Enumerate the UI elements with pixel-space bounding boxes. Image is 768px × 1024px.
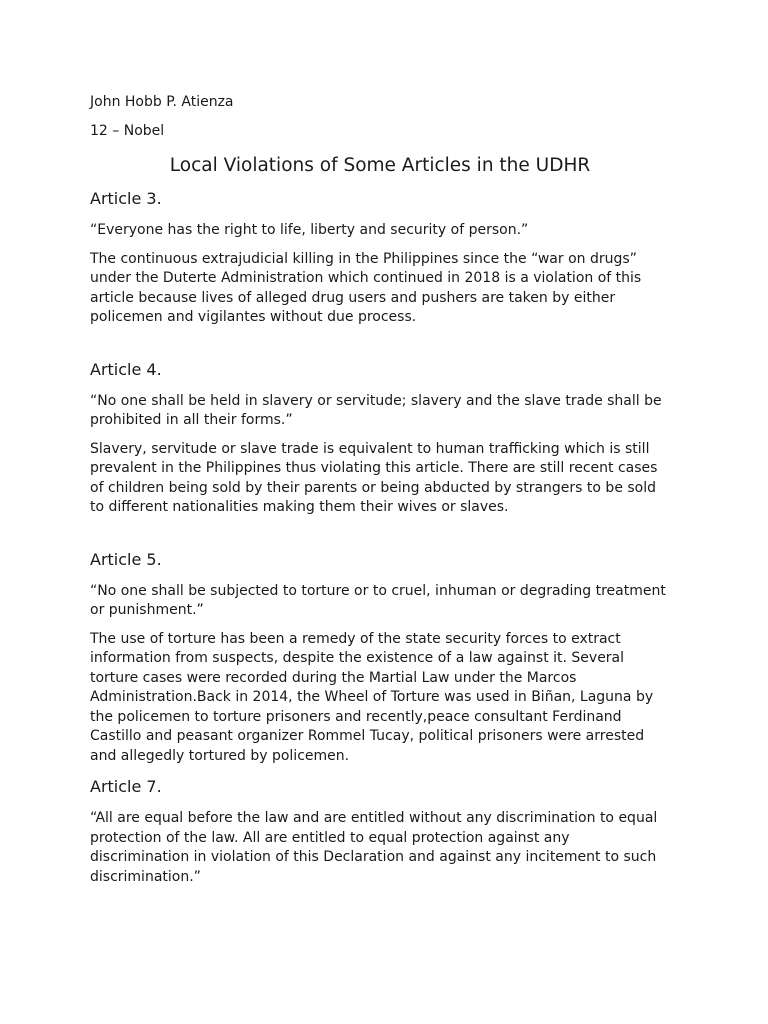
article-quote: “No one shall be subjected to torture or to cruel, inhuman or degrading treatment or punishment.” <box>90 582 666 618</box>
article-3-section <box>90 187 670 328</box>
article-7-section <box>90 775 670 887</box>
article-4-section <box>90 358 670 518</box>
article-quote: “No one shall be held in slavery or servitude; slavery and the slave trade shall be prohibited in all their forms.” <box>90 392 662 428</box>
class-section: 12 – Nobel <box>90 123 165 139</box>
document-page <box>90 92 670 896</box>
article-quote: “Everyone has the right to life, liberty and security of person.” <box>90 222 529 238</box>
article-body: The use of torture has been a remedy of the state security forces to extract information from suspects, despite the existence of a law against it. Several torture cases were recorded during the Martial Law under the Marcos Administration.Back in 2014, the Wheel of Torture was used in Biñan, Laguna by the policemen to torture prisoners and recently,peace consultant Ferdinand Castillo and peasant organizer Rommel Tucay, political prisoners were arrested and allegedly tortured by policemen. <box>90 630 654 764</box>
article-heading: Article 3. <box>90 189 162 208</box>
article-quote: “All are equal before the law and are entitled without any discrimination to equal protection of the law. All are entitled to equal protection against any discrimination in violation of this Declaration and against any incitement to such discrimination.” <box>90 810 658 885</box>
article-heading: Article 4. <box>90 359 162 379</box>
article-5-section <box>90 548 670 767</box>
article-body: The continuous extrajudicial killing in the Philippines since the “war on drugs” under the Duterte Administration which continued in 2018 is a violation of this article because lives of alleged drug users and pushers are taken by either policemen and vigilantes without due process. <box>90 250 642 325</box>
author-name: John Hobb P. Atienza <box>90 94 234 110</box>
document-title: Local Violations of Some Articles in the UDHR <box>169 155 591 176</box>
article-heading: Article 5. <box>90 549 162 569</box>
article-body: Slavery, servitude or slave trade is equivalent to human trafficking which is still prevalent in the Philippines thus violating this article. There are still recent cases of children being sold by their parents or being abducted by strangers to be sold to different nationalities making them their wives or slaves. <box>90 440 658 515</box>
article-heading: Article 7. <box>90 777 162 796</box>
